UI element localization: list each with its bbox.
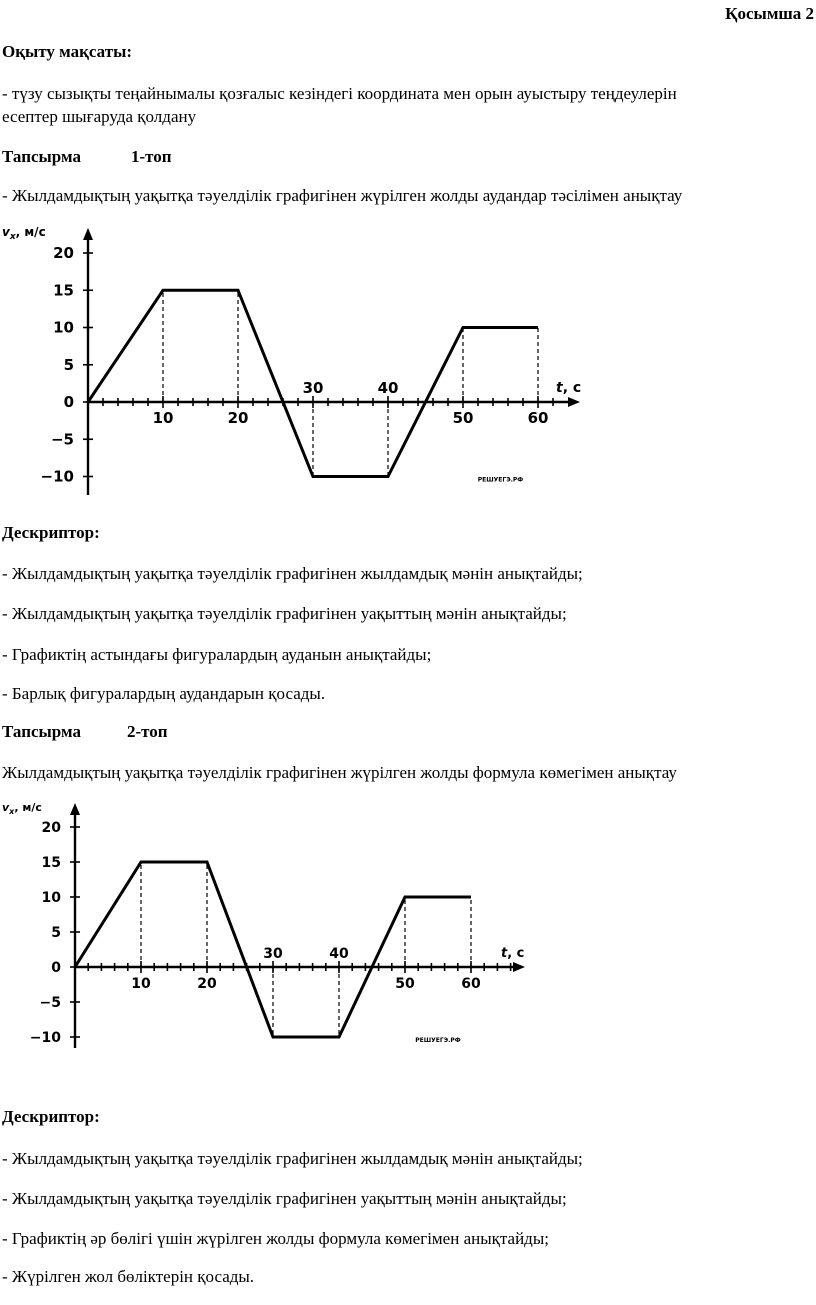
y-tick-label: −5 — [50, 430, 74, 449]
x-tick-label: 30 — [263, 946, 283, 962]
task2-descriptor-2: - Жылдамдықтың уақытқа тәуелділік графигінен уақыттың мәнін анықтайды; — [2, 1189, 567, 1208]
task1-descriptor-2: - Жылдамдықтың уақытқа тәуелділік графигінен уақыттың мәнін анықтайды; — [2, 604, 567, 623]
watermark: РЕШУЕГЭ.РФ — [415, 1037, 461, 1044]
velocity-time-chart-1 — [0, 212, 620, 502]
goal-line-1: - түзу сызықты теңайнымалы қозғалыс кезіндегі координата мен орын ауыстыру теңдеулерін — [2, 84, 677, 103]
x-axis-arrow — [568, 397, 580, 407]
task2-descriptor-title: Дескриптор: — [2, 1107, 100, 1126]
y-tick-label: 20 — [53, 244, 74, 262]
x-tick-label: 10 — [152, 409, 174, 427]
y-axis-label: $v_x$, м/с — [2, 225, 46, 242]
goal-line-2: есептер шығаруда қолдану — [2, 107, 197, 126]
x-tick-label: 20 — [197, 976, 217, 992]
task1-label: Тапсырма — [2, 147, 81, 166]
x-axis-label: t, с — [556, 380, 582, 396]
x-tick-label: 20 — [227, 409, 249, 427]
y-tick-label: 10 — [53, 318, 74, 337]
y-tick-label: 0 — [63, 393, 74, 411]
x-tick-label: 10 — [131, 976, 151, 992]
y-tick-label: 15 — [53, 281, 74, 300]
task2-group: 2-топ — [127, 722, 168, 741]
appendix-label: Қосымша 2 — [725, 4, 814, 23]
y-tick-label: 10 — [41, 890, 61, 906]
y-tick-label: 5 — [51, 925, 61, 941]
task2-descriptor-1: - Жылдамдықтың уақытқа тәуелділік графигінен жылдамдық мәнін анықтайды; — [2, 1149, 583, 1168]
y-axis-label: $v_x$, м/с — [2, 801, 42, 816]
y-tick-label: 15 — [41, 855, 61, 871]
x-axis-arrow — [513, 962, 525, 972]
goal-title: Оқыту мақсаты: — [2, 42, 133, 61]
task2-text: Жылдамдықтың уақытқа тәуелділік графигінен жүрілген жолды формула көмегімен анықтау — [2, 763, 677, 782]
x-tick-label: 60 — [461, 976, 481, 992]
x-tick-label: 50 — [395, 976, 415, 992]
y-tick-label: 0 — [51, 960, 61, 976]
x-tick-label: 50 — [452, 409, 474, 427]
y-tick-label: −5 — [39, 995, 61, 1011]
x-axis-label: t, с — [501, 946, 525, 961]
y-axis-arrow — [70, 803, 80, 815]
task2-descriptor-3: - Графиктің әр бөлігі үшін жүрілген жолды формула көмегімен анықтайды; — [2, 1229, 549, 1248]
y-axis-arrow — [83, 228, 93, 240]
x-tick-label: 60 — [527, 409, 549, 427]
x-tick-label: 30 — [302, 379, 324, 397]
task1-descriptor-1: - Жылдамдықтың уақытқа тәуелділік графигінен жылдамдық мәнін анықтайды; — [2, 564, 583, 583]
velocity-time-chart-2 — [0, 790, 560, 1055]
task1-descriptor-title: Дескриптор: — [2, 523, 100, 542]
x-tick-label: 40 — [329, 946, 349, 962]
task1-group: 1-топ — [131, 147, 172, 166]
task2-descriptor-4: - Жүрілген жол бөліктерін қосады. — [2, 1267, 255, 1286]
task1-descriptor-3: - Графиктің астындағы фигуралардың ауданын анықтайды; — [2, 645, 432, 664]
task2-label: Тапсырма — [2, 722, 81, 741]
y-tick-label: −10 — [40, 467, 74, 486]
y-tick-label: −10 — [29, 1030, 61, 1046]
watermark: РЕШУЕГЭ.РФ — [477, 476, 524, 484]
y-tick-label: 20 — [41, 820, 61, 836]
task1-descriptor-4: - Барлық фигуралардың аудандарын қосады. — [2, 684, 326, 703]
x-tick-label: 40 — [377, 379, 399, 397]
task1-text: - Жылдамдықтың уақытқа тәуелділік графигінен жүрілген жолды аудандар тәсілімен анықтау — [2, 186, 683, 205]
y-tick-label: 5 — [63, 355, 74, 374]
